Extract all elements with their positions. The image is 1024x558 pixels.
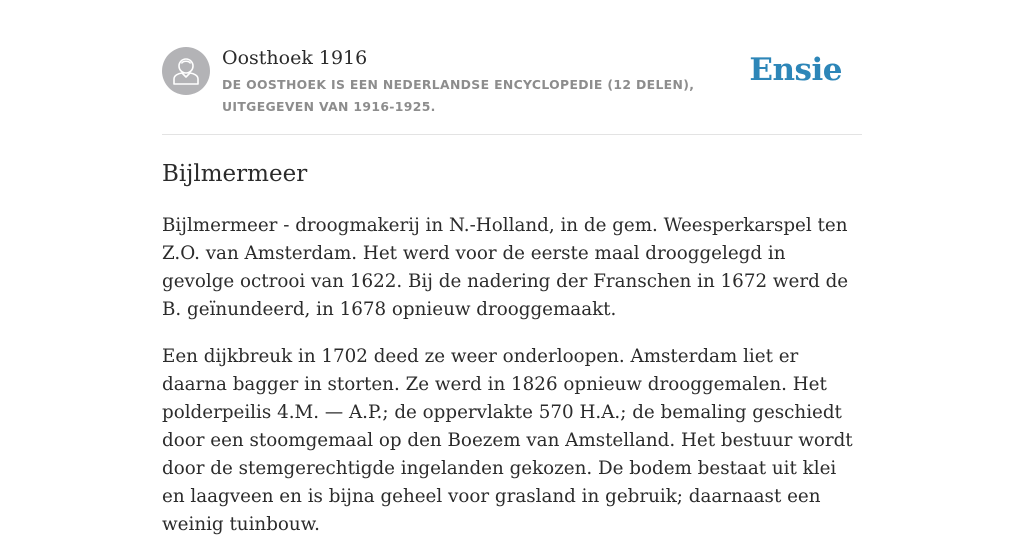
source-info (222, 44, 762, 118)
user-avatar-icon[interactable] (162, 47, 210, 95)
source-description: DE OOSTHOEK IS EEN NEDERLANDSE ENCYCLOPEDIE (12 DELEN), UITGEGEVEN VAN 1916-1925. (222, 77, 695, 114)
entry-paragraph: Een dijkbreuk in 1702 deed ze weer onderloopen. Amsterdam liet er daarna bagger in storten. Ze werd in 1826 opnieuw drooggemalen. Het polderpeilis 4.M. — A.P.; de oppervlakte 570 H.A.; de bemaling geschiedt door een stoomgemaal op den Boezem van Amstelland. Het bestuur wordt door de stemgerechtigde ingelanden gekozen. De bodem bestaat uit klei en laagveen en is bijna geheel voor grasland in gebruik; daarnaast een weinig tuinbouw. (162, 346, 853, 535)
source-header (162, 0, 862, 135)
entry-title: Bijlmermeer (162, 161, 308, 187)
source-title[interactable]: Oosthoek 1916 (222, 47, 368, 69)
entry-page (162, 0, 862, 535)
entry-body (162, 212, 862, 558)
ensie-logo-link[interactable]: Ensie (749, 52, 842, 88)
entry-paragraph: Bijlmermeer - droogmakerij in N.-Holland, in de gem. Weesperkarspel ten Z.O. van Amsterdam. Het werd voor de eerste maal drooggelegd in gevolge octrooi van 1622. Bij de nadering der Franschen in 1672 werd de B. geïnundeerd, in 1678 opnieuw drooggemaakt. (162, 215, 849, 320)
